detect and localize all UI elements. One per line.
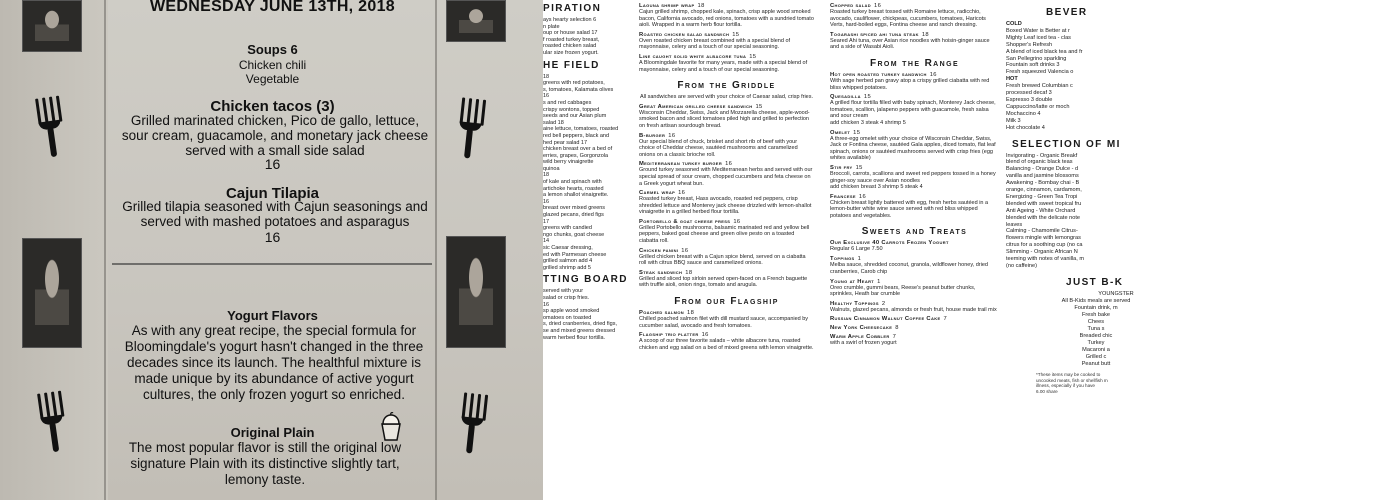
menu-fragment: 16 — [543, 301, 550, 308]
soups-title: Soups 6 — [247, 42, 298, 57]
beverage-line: A blend of iced black tea and fr — [1006, 48, 1083, 55]
item-price: 16 — [733, 218, 741, 225]
range-section-title: From the Range — [869, 57, 960, 69]
menu-item — [639, 310, 814, 329]
item-description: Wisconsin Cheddar, Swiss, Jack and Mozzarella cheese, apple-wood-smoked bacon and sliced tomatoes piled high and grilled to perfection on fresh artisan sourdough bread. — [639, 109, 810, 129]
range-list — [830, 72, 999, 220]
menu-fragment: artichoke hearts, roasted — [543, 185, 604, 192]
portrait-photo — [446, 236, 506, 348]
flagship-section-title: From our Flagship — [674, 296, 779, 308]
item-price: 1 — [877, 278, 881, 285]
menu-fragment: grilled salmon add 4 — [543, 258, 593, 265]
item-price: 15 — [863, 94, 872, 101]
item-name: Quesadilla 15 — [830, 94, 872, 101]
menu-item — [830, 130, 999, 162]
menu-fragment: roasted chicken salad — [543, 43, 597, 50]
special-price: 16 — [264, 229, 281, 245]
kids-list — [1006, 298, 1166, 368]
beverage-line: Fresh squeezed Valencia o — [1006, 69, 1074, 76]
beverage-line: San Pellegrino sparkling — [1006, 55, 1067, 62]
salads-list — [830, 3, 999, 51]
item-price: 1 — [857, 256, 862, 263]
item-price: 18 — [687, 310, 695, 317]
item-name: Steak sandwich 18 — [639, 269, 693, 276]
menu-fragment: glazed pecans, dried figs — [543, 212, 604, 219]
tea-line: teeming with notes of vanilla, m — [1006, 256, 1085, 263]
menu-fragment: salad or crisp fries. — [543, 294, 590, 301]
menu-fragment: wild berry vinaigrette — [543, 159, 594, 166]
item-name: Chopped salad 16 — [830, 3, 882, 9]
menu-item — [830, 301, 999, 314]
item-name: B-burger 16 — [639, 132, 676, 139]
item-price: 15 — [855, 164, 863, 171]
item-price: 16 — [668, 132, 676, 139]
menu-item — [830, 32, 999, 51]
item-name: Toppings 1 — [830, 256, 862, 263]
kids-line: Chees — [1087, 318, 1105, 325]
menu-item — [639, 270, 814, 289]
portrait-photo — [22, 0, 82, 52]
menu-fragment: breast over mixed greens — [543, 205, 606, 212]
fork-icon — [26, 90, 104, 159]
footnote — [1006, 372, 1166, 394]
menu-item — [830, 194, 999, 220]
yogurt-sizes: Regular 6 Large 7.50 — [830, 246, 883, 253]
menu-fragment: ays hearty selection 6 — [543, 17, 597, 23]
toppings-list — [830, 256, 999, 313]
footnote-line: uncooked meats, fish or shellfish m — [1036, 377, 1108, 383]
item-description: Grilled Portobello mushrooms, balsamic marinated red and yellow bell peppers, baked goat cheese and green olive pesto on a toasted ciabatta roll. — [639, 224, 810, 245]
soup-item: Chicken chili — [238, 58, 307, 72]
footnote-line: 6.00 share — [1036, 388, 1058, 394]
menu-fragment: 16 — [543, 198, 550, 205]
yogurt-cup-icon — [378, 412, 404, 442]
plain-description: The most popular flavor is still the original low signature Plain with its distinctive slightly tart, lemony taste. — [128, 440, 402, 487]
item-description: Chicken breast lightly battered with egg, fresh herbs sautéed in a lemon-butter white wine sauce served with red bliss whipped potatoes and vegetables. — [830, 199, 989, 219]
menu-column-2 — [639, 0, 814, 500]
wraps-list — [639, 3, 814, 73]
section-title: HE FIELD — [543, 59, 600, 71]
item-price: 16 — [725, 161, 733, 168]
menu-item — [639, 54, 814, 73]
menu-fragment: sic Caesar dressing, — [543, 245, 593, 251]
kids-line: Peanut butt — [1081, 360, 1111, 367]
item-price: 18 — [921, 31, 929, 38]
menu-fragment: s, dried cranberries, dried figs, — [543, 321, 617, 328]
item-description: Roasted turkey breast tossed with Romaine lettuce, radicchio, avocado, cauliflower, chickpeas, cucumbers, tomatoes, Haricots Verts, hard-boiled eggs, Fontina cheese and ranch dressing. — [830, 9, 986, 29]
section-divider — [112, 263, 432, 265]
special-price: 16 — [264, 156, 281, 172]
menu-fragment: 14 — [543, 238, 550, 245]
footnote-line: illness, especially if you have — [1036, 383, 1095, 389]
menu-column-3 — [830, 0, 999, 500]
kids-line: Turkey — [1087, 339, 1105, 346]
fork-icon — [28, 385, 106, 454]
item-price: 15 — [853, 129, 861, 136]
item-price: 16 — [874, 3, 882, 9]
item-name: Portobello & goat cheese press 16 — [639, 218, 741, 225]
menu-fragment: crispy wontons, topped — [543, 106, 600, 113]
tea-line: citrus for a soothing cup (no ca — [1006, 242, 1083, 249]
menu-item — [830, 325, 999, 331]
item-description: Seared Ahi tuna, over Asian rice noodles with hoisin-ginger sauce and a side of Wasabi Aioli. — [830, 37, 990, 51]
menu-column-4 — [1006, 0, 1166, 500]
menu-fragment: a lemon shallot vinaigrette. — [543, 192, 609, 199]
fork-icon — [449, 392, 525, 459]
item-description: A scoop of our three favorite salads – white albacore tuna, roasted chicken and egg salad on a bed of mixed greens with lemon vinaigrette. — [639, 338, 814, 351]
item-description: With sage herbed pan gravy atop a crispy grilled ciabatta with red bliss whipped potatoes. — [830, 77, 990, 91]
item-price: 15 — [755, 103, 763, 110]
tea-line: Awakening - Bombay chai - B — [1006, 180, 1080, 187]
item-addons: add chicken breast 3 shrimp 5 steak 4 — [830, 184, 923, 191]
item-price: 18 — [685, 269, 693, 276]
menu-fragment: served with your — [543, 288, 584, 295]
menu-item — [639, 104, 814, 130]
sweets-section-title: Sweets and Treats — [861, 226, 968, 238]
menu-fragment: ngo chunks, goat cheese — [543, 231, 605, 238]
menu-item — [830, 165, 999, 191]
hot-drinks-list — [1006, 83, 1166, 131]
menu-column-1 — [543, 0, 631, 500]
section-title: TTING BOARD — [543, 274, 628, 286]
soup-item: Vegetable — [245, 72, 300, 86]
menu-item — [830, 316, 999, 322]
yogurt-description: As with any great recipe, the special formula for Bloomingdale's yogurt hasn't changed in the three decades since its launch. The healthful mixture is made unique by its abundance of active yogurt cultures, the only frozen yogurt so enriched. — [124, 323, 424, 402]
menu-fragment: 18 — [543, 73, 550, 80]
griddle-list — [639, 104, 814, 289]
menu-fragment: quinoa — [543, 165, 560, 172]
item-price: 15 — [732, 31, 740, 38]
beverage-line: Hot chocolate 4 — [1006, 124, 1045, 131]
menu-fragment: greens with red potatoes, — [543, 80, 605, 87]
menu-item — [639, 190, 814, 216]
item-price: 7 — [892, 334, 897, 341]
kids-line: Fountain drink, m — [1074, 304, 1118, 311]
item-description: A grilled flour tortilla filled with baby spinach, Monterey Jack cheese, tomatoes, scallion, jalapeno peppers with guacamole, fresh salsa and sour cream — [830, 100, 996, 120]
item-description: Cajun grilled shrimp, chopped kale, spinach, crisp apple wood smoked bacon, California avocado, red onions, tomatoes with a sundried tomato aioli. Wrapped in a warm herb flour tortilla. — [639, 9, 814, 29]
portrait-photo — [22, 238, 82, 348]
tea-line: leaves — [1006, 221, 1023, 228]
menu-fragment: s, tomatoes, Kalamata olives — [543, 86, 614, 93]
menu-fragment: n plate — [543, 23, 560, 30]
tea-line: flowers mingle with lemongras — [1006, 235, 1081, 242]
item-name: Healthy Toppings 2 — [830, 300, 886, 307]
menu-item — [830, 334, 999, 347]
beverage-line: Cappuccino/latte or moch — [1006, 103, 1070, 110]
item-name: Carmel wrap 16 — [639, 190, 686, 197]
menu-fragment: oup or house salad 17 — [543, 30, 598, 37]
menu-fragment: erries, grapes, Gorgonzola — [543, 152, 609, 159]
beverage-line: Fountain soft drinks 3 — [1006, 62, 1060, 69]
special-title: Chicken tacos (3) — [210, 98, 335, 115]
item-description: Ground turkey seasoned with Mediterranean herbs and served with our special spread of sour cream, chopped cucumbers and feta cheese on a Greek yogurt wheat bun. — [639, 167, 813, 187]
tea-line: blended with the delicate note — [1006, 214, 1081, 221]
tea-line: Energizing - Green Tea Tropi — [1006, 193, 1078, 200]
beverage-line: Shopper's Refresh — [1006, 41, 1053, 48]
beverage-line: processed decaf 3 — [1006, 90, 1052, 97]
item-name: Chicken panini 16 — [639, 247, 689, 254]
tea-line: vanilla and jasmine blossoms — [1006, 173, 1079, 180]
menu-fragment: aine lettuce, tomatoes, roasted — [543, 126, 619, 133]
item-description: Grilled and sliced top sirloin served open-faced on a French baguette with truffle aioli, onion rings, tomato and arugula. — [639, 275, 808, 289]
menu-fragment: hed pear salad 17 — [543, 139, 588, 146]
item-name: Young at Heart 1 — [830, 278, 881, 285]
menu-fragment: of kale and spinach with — [543, 179, 602, 186]
menu-item — [830, 256, 999, 275]
tea-line: Invigorating - Organic Breakf — [1006, 152, 1078, 159]
menu-item — [830, 279, 999, 298]
item-price: 15 — [749, 53, 757, 60]
tea-line: Anti Ageing - White Orchard — [1006, 207, 1076, 214]
menu-photo — [0, 0, 543, 500]
menu-item — [639, 32, 814, 51]
item-name: Great American grilled cheese sandwich 15 — [639, 103, 763, 110]
item-name: Omelet 15 — [830, 129, 861, 136]
item-price: 16 — [858, 193, 867, 200]
tea-list — [1006, 153, 1166, 270]
scanned-menu — [543, 0, 1400, 500]
flagship-list — [639, 310, 814, 351]
item-name: New York Cheesecake 8 — [830, 325, 899, 332]
special-title: Cajun Tilapia — [225, 185, 320, 202]
item-price: 7 — [943, 316, 948, 323]
hot-label: HOT — [1006, 76, 1018, 83]
beverage-line: Milk 3 — [1006, 117, 1021, 124]
item-name: Togarashi spiced ahi tuna steak 18 — [830, 31, 929, 38]
beverage-line: Espresso 3 double — [1006, 96, 1053, 103]
item-description: Roasted turkey breast, Hass avocado, roasted red peppers, crisp shredded lettuce and Monterey jack cheese drizzled with lemon-shallot vinaigrette in a grilled herbed flour tortilla. — [639, 196, 812, 216]
item-name: Hot open roasted turkey sandwich 16 — [830, 71, 937, 78]
item-addons: add chicken 3 steak 4 shrimp 5 — [830, 119, 906, 126]
menu-fragment: salad 18 — [543, 119, 564, 126]
tea-line: Calming - Chamomile Citrus- — [1006, 228, 1078, 235]
griddle-section-title: From the Griddle — [677, 80, 776, 92]
kids-line: Tuna s — [1087, 325, 1105, 332]
section-title: PIRATION — [543, 3, 602, 14]
menu-fragment: ular size frozen yogurt. — [543, 49, 599, 56]
plain-title: Original Plain — [230, 425, 315, 440]
tea-section-title: SELECTION OF MI — [1012, 138, 1121, 150]
menu-fragment: 18 — [543, 172, 550, 179]
menu-fragment: sp apple wood smoked — [543, 308, 600, 315]
item-description: Our special blend of chuck, brisket and short rib of beef with your choice of Cheddar cheese, sautéed mushrooms and caramelized onions on a classic brioche roll. — [639, 138, 798, 158]
menu-item — [639, 161, 814, 187]
item-name: Laguna shrimp wrap 18 — [639, 3, 705, 9]
item-name: Flagship trio platter 16 — [639, 332, 709, 339]
item-name: Line caught solid white albacore tuna 15 — [639, 53, 757, 60]
menu-item — [830, 3, 999, 29]
yogurt-title: Yogurt Flavors — [227, 308, 318, 323]
item-description: Grilled chicken breast with a Cajun spice blend, served on a ciabatta roll with citrus BBQ sauce and caramelized onions. — [639, 253, 806, 267]
menu-fragment: 16 — [543, 93, 550, 100]
fork-icon — [447, 97, 523, 164]
item-price: 16 — [929, 71, 937, 78]
item-price: 8 — [895, 325, 899, 332]
menu-fragment: seeds and our Asian plum — [543, 113, 607, 120]
menu-fragment: grilled shrimp add 5 — [543, 264, 591, 271]
menu-fragment: f roasted turkey breast, — [543, 36, 600, 43]
photo-divider-right — [435, 0, 437, 500]
menu-fragment: 17 — [543, 218, 550, 225]
item-price: 16 — [678, 190, 686, 197]
item-name: Russian Cinnamon Walnut Coffee Cake 7 — [830, 316, 948, 323]
special-description: Grilled tilapia seasoned with Cajun seasonings and served with mashed potatoes and asparagus — [122, 199, 428, 229]
menu-fragment: greens with candied — [543, 225, 592, 232]
portrait-photo — [446, 0, 506, 42]
menu-item — [639, 332, 814, 351]
kids-line: All B-Kids meals are served — [1061, 297, 1131, 304]
menu-fragment: red bell peppers, black and — [543, 132, 610, 139]
tea-line: orange, cinnamon, cardamom, — [1006, 187, 1082, 194]
menu-fragment: omatoes on toasted — [543, 314, 592, 321]
tea-line: (no caffeine) — [1006, 263, 1037, 269]
photo-divider-left — [104, 0, 106, 500]
item-description: Oreo crumble, gummi bears, Reese's peanut butter chunks, sprinkles, Heath bar crumble — [830, 284, 976, 298]
menu-item — [639, 133, 814, 159]
item-description: Broccoli, carrots, scallions and sweet red peppers tossed in a honey ginger-soy sauce over Asian noodles — [830, 170, 996, 184]
item-price: 2 — [881, 300, 886, 307]
kids-line: Fresh bake — [1082, 311, 1110, 318]
special-description: Grilled marinated chicken, Pico de gallo, lettuce, sour cream, guacamole, and monetary jack cheese served with a small side salad — [121, 113, 429, 158]
beverage-line: Boxed Water is Better at r — [1006, 27, 1070, 34]
item-price: 16 — [701, 332, 709, 339]
item-name: Poached salmon 18 — [639, 310, 695, 317]
yogurt-line: Our Exclusive 40 Carrots Frozen Yogurt — [830, 240, 949, 247]
item-name: Stir fry 15 — [830, 164, 863, 171]
menu-fragment: warm herbed flour tortilla. — [543, 334, 606, 341]
item-price: 16 — [681, 247, 689, 254]
tea-line: Slimming - Organic African N — [1006, 249, 1078, 256]
beverage-line: Mighty Leaf iced tea - clas — [1006, 34, 1071, 41]
item-description: A three-egg omelet with your choice of Wisconsin Cheddar, Swiss, Jack or Fontina cheese, sautéed Gala apples, diced tomato, flat leaf spinach, onions or sautéed mushrooms served with crisp fries (egg whites available) — [830, 135, 996, 162]
tea-line: Balancing - Orange Dulce - d — [1006, 166, 1079, 173]
beverages-title: BEVER — [1046, 7, 1088, 18]
item-name: Roasted chicken salad sandwich 15 — [639, 31, 740, 38]
kids-line: Grilled c — [1085, 353, 1107, 360]
menu-item — [830, 72, 999, 91]
item-description: Oven roasted chicken breast combined with a special blend of mayonnaise, celery and a touch of our special seasoning. — [639, 37, 791, 51]
kids-subtitle: YOUNGSTER — [1098, 290, 1134, 297]
beverage-line: Mochaccino 4 — [1006, 110, 1041, 117]
item-description: Melba sauce, shredded coconut, granola, wildflower honey, dried cranberries, Carob chip — [830, 262, 988, 275]
menu-fragment: ed with Parmesan cheese — [543, 251, 607, 258]
footnote-line: *These items may be cooked to — [1036, 371, 1101, 377]
menu-item — [830, 94, 999, 126]
cold-label: COLD — [1006, 21, 1022, 27]
kids-line: Breaded chic — [1079, 332, 1113, 339]
menu-fragment: se and mixed greens dressed — [543, 327, 616, 334]
griddle-subtitle: All sandwiches are served with your choice of Caesar salad, crisp fries. — [639, 94, 814, 101]
tea-line: blend of organic black teas — [1006, 159, 1073, 166]
menu-fragment: s and red cabbages — [543, 99, 592, 106]
desserts-list — [830, 316, 999, 347]
menu-fragment: chicken breast over a bed of — [543, 146, 613, 153]
kids-section-title: JUST B-K — [1066, 276, 1124, 288]
item-price: 18 — [697, 3, 705, 9]
item-description: with a swirl of frozen yogurt — [830, 340, 897, 347]
item-description: Chilled poached salmon filet with dill mustard sauce, accompanied by cucumber salad, avocado and fresh tomatoes. — [639, 316, 809, 329]
item-name: Francese 16 — [830, 193, 867, 200]
beverage-line: Fresh brewed Columbian c — [1006, 83, 1073, 90]
item-description: Walnuts, glazed pecans, almonds or fresh fruit, house made trail mix — [830, 306, 997, 313]
menu-item — [639, 219, 814, 245]
tea-line: blended with sweet tropical fru — [1006, 200, 1082, 207]
item-description: A Bloomingdale favorite for many years, made with a special blend of mayonnaise, celery and a touch of our special seasoning. — [639, 59, 808, 73]
cold-drinks-list — [1006, 28, 1166, 76]
menu-item — [639, 3, 814, 29]
item-name: Warm Apple Cobbler 7 — [830, 334, 897, 341]
kids-line: Macaroni a — [1082, 346, 1110, 353]
menu-date: WEDNESDAY JUNE 13TH, 2018 — [150, 0, 395, 15]
menu-item — [639, 248, 814, 267]
item-name: Mediterranean turkey burger 16 — [639, 161, 733, 168]
